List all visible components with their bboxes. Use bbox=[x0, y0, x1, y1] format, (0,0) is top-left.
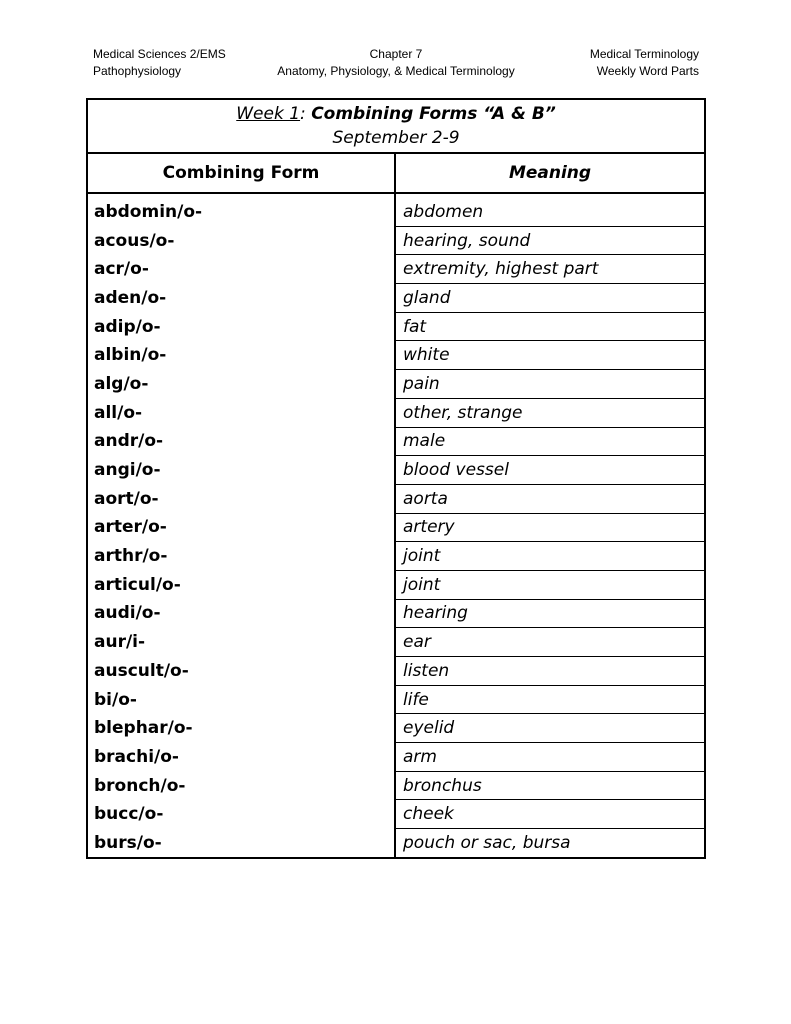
chapter-title: Anatomy, Physiology, & Medical Terminology bbox=[277, 64, 515, 78]
table-row bbox=[87, 341, 705, 370]
combining-form-cell: andr/o- bbox=[87, 427, 395, 456]
page-header bbox=[93, 46, 699, 82]
combining-form-cell: abdomin/o- bbox=[87, 193, 395, 226]
combining-form-cell: albin/o- bbox=[87, 341, 395, 370]
table-row bbox=[87, 771, 705, 800]
meaning-cell: abdomen bbox=[395, 193, 705, 226]
combining-form-cell: alg/o- bbox=[87, 370, 395, 399]
table-row bbox=[87, 714, 705, 743]
table-row bbox=[87, 370, 705, 399]
meaning-cell: white bbox=[395, 341, 705, 370]
combining-form-cell: adip/o- bbox=[87, 312, 395, 341]
meaning-cell: gland bbox=[395, 284, 705, 313]
meaning-cell: life bbox=[395, 685, 705, 714]
table-row bbox=[87, 743, 705, 772]
meaning-cell: extremity, highest part bbox=[395, 255, 705, 284]
course-subject: Pathophysiology bbox=[93, 64, 182, 78]
combining-form-cell: bucc/o- bbox=[87, 800, 395, 829]
meaning-cell: other, strange bbox=[395, 398, 705, 427]
meaning-cell: pain bbox=[395, 370, 705, 399]
table-row bbox=[87, 657, 705, 686]
chapter-number: Chapter 7 bbox=[369, 47, 423, 61]
table-row bbox=[87, 599, 705, 628]
combining-form-cell: acous/o- bbox=[87, 226, 395, 255]
table-row bbox=[87, 800, 705, 829]
date-range: September 2-9 bbox=[332, 128, 460, 148]
table-row bbox=[87, 226, 705, 255]
combining-form-cell: acr/o- bbox=[87, 255, 395, 284]
column-header-combining-form: Combining Form bbox=[87, 153, 395, 193]
table-row bbox=[87, 484, 705, 513]
meaning-cell: listen bbox=[395, 657, 705, 686]
combining-form-cell: arthr/o- bbox=[87, 542, 395, 571]
course-name: Medical Sciences 2/EMS bbox=[93, 47, 226, 61]
combining-form-cell: bronch/o- bbox=[87, 771, 395, 800]
table-row bbox=[87, 456, 705, 485]
meaning-cell: eyelid bbox=[395, 714, 705, 743]
meaning-cell: artery bbox=[395, 513, 705, 542]
meaning-cell: pouch or sac, bursa bbox=[395, 829, 705, 858]
table-title bbox=[87, 99, 705, 153]
table-row bbox=[87, 312, 705, 341]
meaning-cell: ear bbox=[395, 628, 705, 657]
meaning-cell: fat bbox=[395, 312, 705, 341]
word-parts-table bbox=[86, 98, 706, 859]
meaning-cell: joint bbox=[395, 570, 705, 599]
combining-form-cell: articul/o- bbox=[87, 570, 395, 599]
combining-form-cell: blephar/o- bbox=[87, 714, 395, 743]
table-row bbox=[87, 628, 705, 657]
table-row bbox=[87, 193, 705, 226]
combining-form-cell: all/o- bbox=[87, 398, 395, 427]
column-header-meaning: Meaning bbox=[395, 153, 705, 193]
combining-form-cell: aur/i- bbox=[87, 628, 395, 657]
header-right bbox=[590, 46, 699, 80]
combining-form-cell: aden/o- bbox=[87, 284, 395, 313]
combining-form-cell: audi/o- bbox=[87, 599, 395, 628]
meaning-cell: hearing, sound bbox=[395, 226, 705, 255]
combining-form-cell: aort/o- bbox=[87, 484, 395, 513]
combining-form-cell: auscult/o- bbox=[87, 657, 395, 686]
unit-subtitle: Weekly Word Parts bbox=[596, 64, 699, 78]
combining-form-cell: arter/o- bbox=[87, 513, 395, 542]
table-row bbox=[87, 829, 705, 858]
meaning-cell: arm bbox=[395, 743, 705, 772]
meaning-cell: hearing bbox=[395, 599, 705, 628]
week-separator: : bbox=[300, 104, 312, 124]
table-row bbox=[87, 685, 705, 714]
combining-form-cell: bi/o- bbox=[87, 685, 395, 714]
table-row bbox=[87, 570, 705, 599]
combining-form-cell: burs/o- bbox=[87, 829, 395, 858]
meaning-cell: aorta bbox=[395, 484, 705, 513]
table-row bbox=[87, 427, 705, 456]
combining-form-cell: brachi/o- bbox=[87, 743, 395, 772]
meaning-cell: male bbox=[395, 427, 705, 456]
table-row bbox=[87, 398, 705, 427]
combining-form-cell: angi/o- bbox=[87, 456, 395, 485]
meaning-cell: blood vessel bbox=[395, 456, 705, 485]
table-row bbox=[87, 513, 705, 542]
meaning-cell: bronchus bbox=[395, 771, 705, 800]
table-row bbox=[87, 255, 705, 284]
table-row bbox=[87, 284, 705, 313]
meaning-cell: joint bbox=[395, 542, 705, 571]
meaning-cell: cheek bbox=[395, 800, 705, 829]
unit-name: Medical Terminology bbox=[589, 47, 699, 61]
topic-title: Combining Forms “A & B” bbox=[311, 104, 556, 124]
table-row bbox=[87, 542, 705, 571]
week-label: Week 1 bbox=[236, 104, 301, 124]
